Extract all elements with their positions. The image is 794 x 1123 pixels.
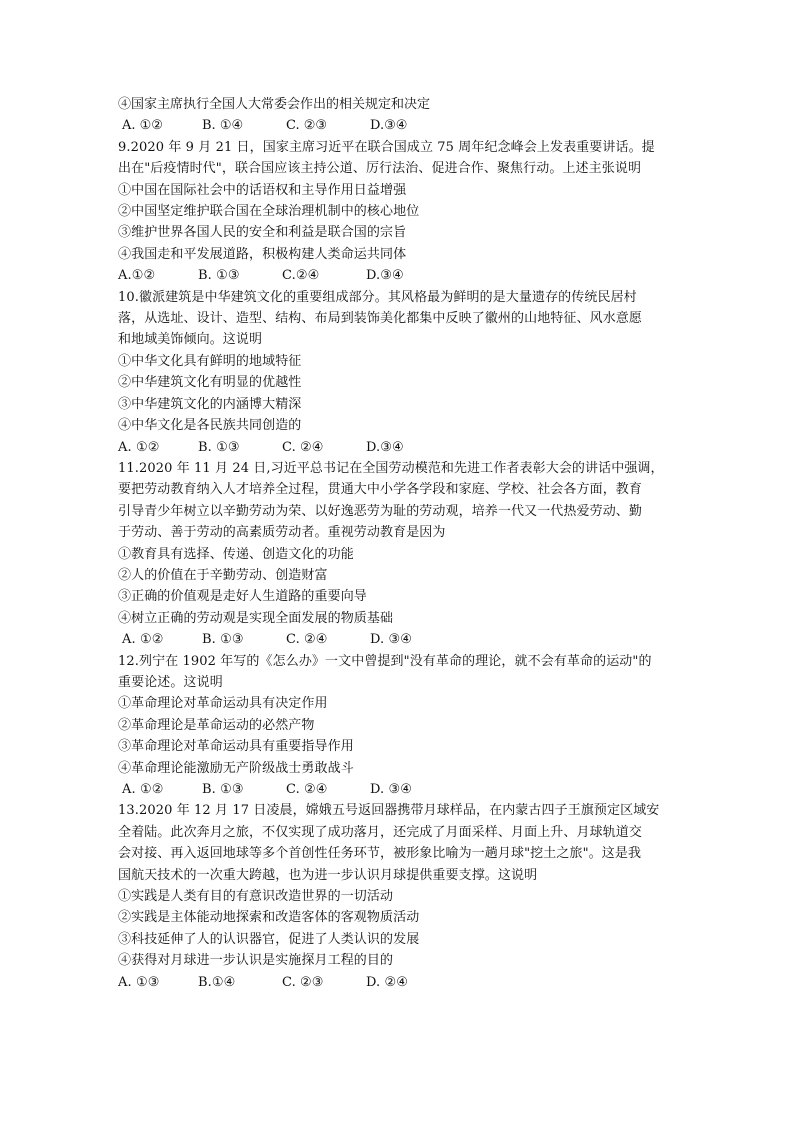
question-stem-line: 出在"后疫情时代"，联合国应该主持公道、厉行法治、促进合作、聚焦行动。上述主张说明 [118, 161, 642, 177]
statement-item: ③中华建筑文化的内涵博大精深 [118, 396, 302, 412]
statement-item: ③维护世界各国人民的安全和利益是联合国的宗旨 [118, 225, 407, 241]
statement-item: ①中华文化具有鲜明的地域特征 [118, 353, 302, 369]
answer-option-b: B. ①③ [202, 782, 244, 797]
question-10 [118, 287, 698, 458]
question-9 [118, 137, 698, 287]
question-stem-line: 重要论述。这说明 [118, 674, 223, 690]
question-stem-line: 要把劳动教育纳入人才培养全过程，贯通大中小学各学段和家庭、学校、社会各方面，教育 [118, 482, 643, 498]
statement-item: ④我国走和平发展道路，积极构建人类命运共同体 [118, 246, 407, 262]
answer-option-a: A. ①② [122, 118, 163, 134]
question-11 [118, 458, 698, 651]
answer-option-a: A. ①③ [118, 974, 160, 990]
question-stem-line: 13.2020 年 12 月 17 日凌晨，嫦娥五号返回器携带月球样品，在内蒙古四子王旗预定区域安 [118, 803, 660, 819]
statement-item: ④获得对月球进一步认识是实施探月工程的目的 [118, 953, 394, 969]
answer-option-b: B. ①③ [198, 268, 240, 284]
answer-option-a: A. ①② [118, 439, 160, 455]
statement-item: ④中华文化是各民族共同创造的 [118, 418, 302, 434]
question-12 [118, 651, 698, 801]
answer-option-c: C. ②④ [282, 439, 324, 455]
question-stem-line: 和地域美饰倾向。这说明 [118, 332, 263, 348]
statement-item: ②革命理论是革命运动的必然产物 [118, 717, 315, 733]
question-stem-line: 10.徽派建筑是中华建筑文化的重要组成部分。其风格最为鲜明的是大量遗存的传统民居村 [118, 289, 637, 305]
previous-question-tail [118, 94, 698, 137]
question-stem-line: 全着陆。此次奔月之旅，不仅实现了成功落月，还完成了月面采样、月面上升、月球轨道交 [118, 824, 643, 840]
answer-option-d: D.③④ [370, 118, 408, 134]
question-stem-line: 国航天技术的一次重大跨越，也为进一步认识月球提供重要支撑。这说明 [118, 867, 538, 883]
question-stem-line: 12.列宁在 1902 年写的《怎么办》一文中曾提到"没有革命的理论，就不会有革命的运动"的 [118, 653, 652, 669]
question-stem-line: 于劳动、善于劳动的高素质劳动者。重视劳动教育是因为 [118, 525, 446, 541]
answer-option-a: A.①② [118, 268, 156, 284]
question-stem-line: 引导青少年树立以辛勤劳动为荣、以好逸恶劳为耻的劳动观，培养一代又一代热爱劳动、勤 [118, 503, 643, 519]
answer-options [118, 972, 698, 993]
answer-options [118, 629, 698, 650]
statement-item: ②中华建筑文化有明显的优越性 [118, 375, 302, 391]
answer-option-c: C. ②③ [282, 974, 324, 990]
answer-option-d: D. ③④ [370, 782, 413, 797]
statement-item: ④树立正确的劳动观是实现全面发展的物质基础 [118, 610, 394, 626]
answer-option-d: D. ②④ [366, 974, 409, 990]
answer-option-a: A. ①② [122, 632, 164, 648]
answer-option-b: B. ①③ [198, 439, 240, 455]
question-stem-line: 会对接、再入返回地球等多个首创性任务环节，被形象比喻为一趟月球"挖土之旅"。这是我 [118, 846, 642, 862]
answer-option-c: C.②④ [282, 268, 320, 284]
answer-option-a: A. ①② [122, 782, 164, 797]
statement-item: ①教育具有选择、传递、创造文化的功能 [118, 546, 354, 562]
answer-option-c: C. ②④ [286, 782, 328, 797]
question-stem-line: 11.2020 年 11 月 24 日,习近平总书记在全国劳动模范和先进工作者表彰大会的讲话中强调， [118, 460, 664, 476]
answer-option-c: C. ②④ [286, 632, 328, 648]
statement-item: ①中国在国际社会中的话语权和主导作用日益增强 [118, 182, 407, 198]
statement-item: ①革命理论对革命运动具有决定作用 [118, 696, 328, 712]
answer-option-b: B. ①④ [202, 118, 244, 134]
answer-options [118, 115, 698, 136]
answer-options [118, 437, 698, 458]
answer-options [118, 265, 698, 286]
question-stem-line: 9.2020 年 9 月 21 日，国家主席习近平在联合国成立 75 周年纪念峰会上发表重要讲话。提 [118, 139, 655, 155]
answer-option-d: D.③④ [366, 439, 404, 455]
statement-item: ②人的价值在于辛勤劳动、创造财富 [118, 567, 328, 583]
answer-options [118, 779, 698, 800]
answer-option-d: D. ③④ [370, 632, 413, 648]
statement-item: ③正确的价值观是走好人生道路的重要向导 [118, 589, 367, 605]
answer-option-b: B.①④ [198, 974, 236, 990]
statement-item: ①实践是人类有目的有意识改造世界的一切活动 [118, 889, 394, 905]
answer-option-b: B. ①③ [202, 632, 244, 648]
exam-page [118, 94, 698, 993]
answer-option-c: C. ②③ [286, 118, 328, 134]
answer-option-d: D.③④ [366, 268, 404, 284]
question-13 [118, 800, 698, 993]
option-item: ④国家主席执行全国人大常委会作出的相关规定和决定 [118, 97, 431, 112]
statement-item: ②实践是主体能动地探索和改造客体的客观物质活动 [118, 910, 420, 926]
question-stem-line: 落，从选址、设计、造型、结构、布局到装饰美化都集中反映了徽州的山地特征、风水意愿 [118, 311, 643, 327]
statement-item: ②中国坚定维护联合国在全球治理机制中的核心地位 [118, 204, 420, 220]
statement-item: ③科技延伸了人的认识器官，促进了人类认识的发展 [118, 931, 420, 947]
statement-item: ④革命理论能激励无产阶级战士勇敢战斗 [118, 760, 354, 776]
statement-item: ③革命理论对革命运动具有重要指导作用 [118, 739, 354, 755]
